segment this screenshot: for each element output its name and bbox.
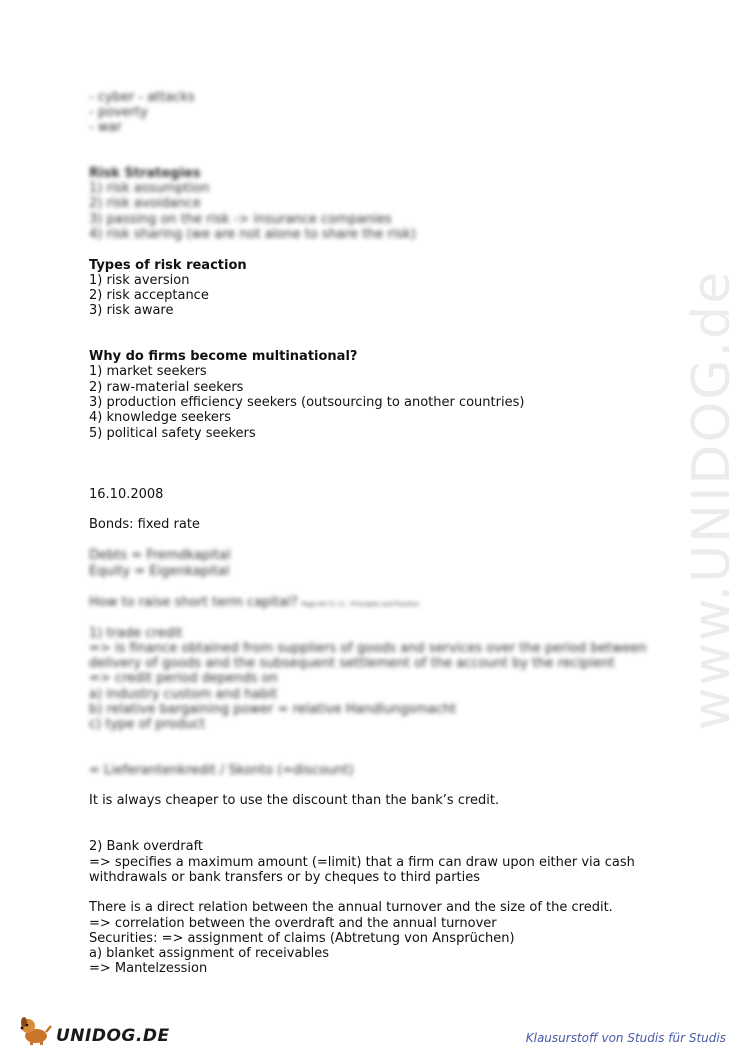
footer-tagline: Klausurstoff von Studis für Studis: [525, 1031, 726, 1045]
watermark: www.UNIDOG.de: [682, 269, 742, 731]
list-item: 2) risk acceptance: [89, 288, 209, 303]
blurred-line: 1) trade credit: [89, 626, 183, 641]
list-item: 4) knowledge seekers: [89, 410, 232, 425]
list-item: 5) political safety seekers: [89, 426, 256, 441]
blurred-line: delivery of goods and the subsequent settlement of the account by the recipient: [89, 656, 615, 671]
list-item: 1) market seekers: [89, 364, 207, 379]
blurred-line: b) relative bargaining power = relative Handlungsmacht: [89, 702, 457, 717]
blurred-line: = Lieferantenkredit / Skonto (=discount): [89, 763, 354, 778]
dog-mascot-icon: [18, 1012, 52, 1046]
text-line: => specifies a maximum amount (=limit) that a firm can draw upon either via cash: [89, 855, 635, 870]
text-line: withdrawals or bank transfers or by cheques to third parties: [89, 870, 481, 885]
text-line: a) blanket assignment of receivables: [89, 946, 330, 961]
blurred-line: => credit period depends on: [89, 671, 278, 686]
list-item: 3) risk aware: [89, 303, 174, 318]
text-line: 2) Bank overdraft: [89, 839, 204, 854]
blurred-line: - poverty: [89, 105, 148, 120]
date-line: 16.10.2008: [89, 487, 164, 502]
list-item: 2) raw-material seekers: [89, 380, 244, 395]
section-heading: Why do firms become multinational?: [89, 349, 358, 364]
blurred-line: [89, 595, 419, 612]
blurred-line: => is finance obtained from suppliers of goods and services over the period between: [89, 641, 647, 656]
unidog-logo[interactable]: [18, 1012, 170, 1046]
list-item: 4) risk sharing (we are not alone to share the risk): [89, 227, 416, 242]
blurred-line: c) type of product: [89, 717, 206, 732]
logo-text: UNIDOG.DE: [56, 1026, 170, 1046]
section-heading: Risk Strategies: [89, 166, 201, 181]
text-line: There is a direct relation between the annual turnover and the size of the credit.: [89, 900, 613, 915]
blurred-line: Equity = Eigenkapital: [89, 564, 230, 579]
text-line: Bonds: fixed rate: [89, 517, 200, 532]
list-item: 3) passing on the risk -> insurance companies: [89, 212, 392, 227]
reference-text: Page 64-71 11 - Principles and Practice: [301, 601, 419, 608]
list-item: 2) risk avoidance: [89, 196, 201, 211]
text-line: => Mantelzession: [89, 961, 208, 976]
text-line: It is always cheaper to use the discount than the bank’s credit.: [89, 793, 500, 808]
blurred-line: - cyber - attacks: [89, 90, 195, 105]
list-item: 3) production efficiency seekers (outsourcing to another countries): [89, 395, 525, 410]
question-text: How to raise short term capital?: [89, 595, 298, 610]
section-heading: Types of risk reaction: [89, 258, 247, 273]
blurred-line: a) industry custom and habit: [89, 687, 278, 702]
list-item: 1) risk assumption: [89, 181, 210, 196]
text-line: => correlation between the overdraft and the annual turnover: [89, 916, 497, 931]
text-line: Securities: => assignment of claims (Abtretung von Ansprüchen): [89, 931, 515, 946]
blurred-line: Debts = Fremdkapital: [89, 548, 231, 563]
list-item: 1) risk aversion: [89, 273, 190, 288]
blurred-line: - war: [89, 120, 122, 135]
